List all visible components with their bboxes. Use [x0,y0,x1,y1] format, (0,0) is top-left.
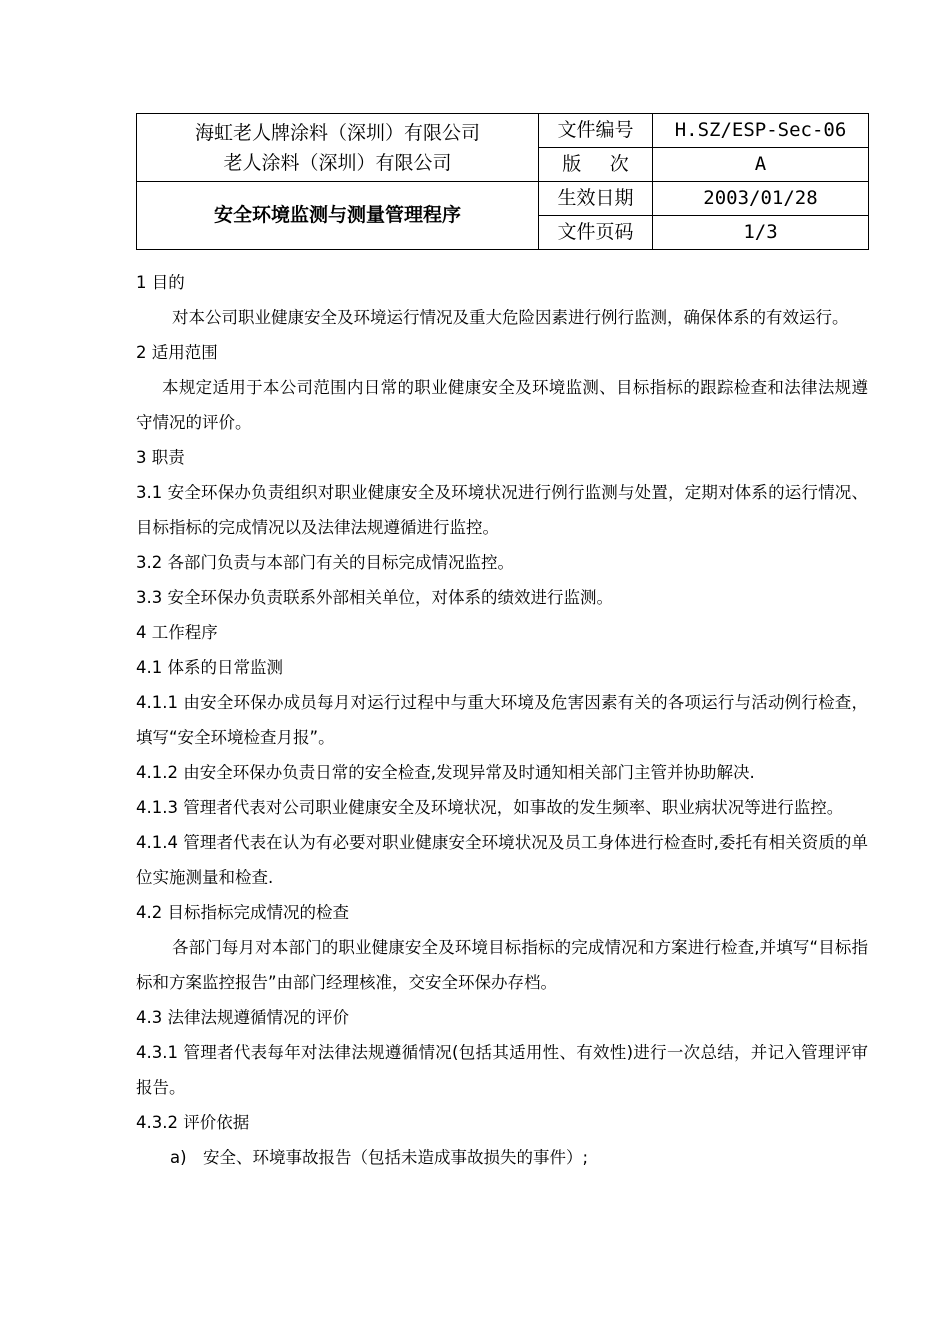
doc-title: 安全环境监测与测量管理程序 [137,182,539,250]
section-4-heading: 4 工作程序 [136,623,218,642]
version-label-cell [539,148,658,182]
list-item-a: a) 安全、环境事故报告（包括未造成事故损失的事件）; [170,1148,589,1167]
section-1-heading: 1 目的 [136,273,185,292]
section-4-3-1: 4.3.1 管理者代表每年对法律法规遵循情况(包括其适用性、有效性)进行一次总结，并记入管理评审报告。 [136,1043,868,1097]
section-2-text: 本规定适用于本公司范围内日常的职业健康安全及环境监测、目标指标的跟踪检查和法律法规遵守情况的评价。 [136,378,868,432]
page-number-value: 1/3 [653,216,869,250]
section-3-1: 3.1 安全环保办负责组织对职业健康安全及环境状况进行例行监测与处置，定期对体系的运行情况、目标指标的完成情况以及法律法规遵循进行监控。 [136,483,868,537]
section-2-heading: 2 适用范围 [136,343,218,362]
effective-date-value: 2003/01/28 [653,182,869,216]
section-3-heading: 3 职责 [136,448,185,467]
version-label: 版次 [562,152,658,175]
doc-number-value: H.SZ/ESP-Sec-06 [653,114,869,148]
company-name-cell [137,114,539,182]
section-4-3-heading: 4.3 法律法规遵循情况的评价 [136,1008,349,1027]
section-4-1-2: 4.1.2 由安全环保办负责日常的安全检查,发现异常及时通知相关部门主管并协助解决. [136,763,755,782]
section-4-2-text: 各部门每月对本部门的职业健康安全及环境目标指标的完成情况和方案进行检查,并填写“目标指标和方案监控报告”由部门经理核准，交安全环保办存档。 [136,938,868,992]
effective-date-label: 生效日期 [539,182,653,216]
section-4-1-4: 4.1.4 管理者代表在认为有必要对职业健康安全环境状况及员工身体进行检查时,委托有相关资质的单位实施测量和检查. [136,833,868,887]
doc-number-label: 文件编号 [539,114,653,148]
section-4-1-3: 4.1.3 管理者代表对公司职业健康安全及环境状况，如事故的发生频率、职业病状况等进行监控。 [136,798,844,817]
company-name-line2: 老人涂料（深圳）有限公司 [223,151,452,174]
section-1-text: 对本公司职业健康安全及环境运行情况及重大危险因素进行例行监测，确保体系的有效运行。 [172,308,849,327]
section-3-2: 3.2 各部门负责与本部门有关的目标完成情况监控。 [136,553,514,572]
section-4-3-2: 4.3.2 评价依据 [136,1113,250,1132]
section-4-1-heading: 4.1 体系的日常监测 [136,658,283,677]
section-4-2-heading: 4.2 目标指标完成情况的检查 [136,903,349,922]
version-value: A [653,148,869,182]
page-number-label: 文件页码 [539,216,653,250]
section-3-3: 3.3 安全环保办负责联系外部相关单位，对体系的绩效进行监测。 [136,588,613,607]
document-header-table [136,113,869,250]
company-name-line1: 海虹老人牌涂料（深圳）有限公司 [194,121,480,144]
section-4-1-1: 4.1.1 由安全环保办成员每月对运行过程中与重大环境及危害因素有关的各项运行与活动例行检查，填写“安全环境检查月报”。 [136,693,868,747]
document-body [136,265,868,1175]
